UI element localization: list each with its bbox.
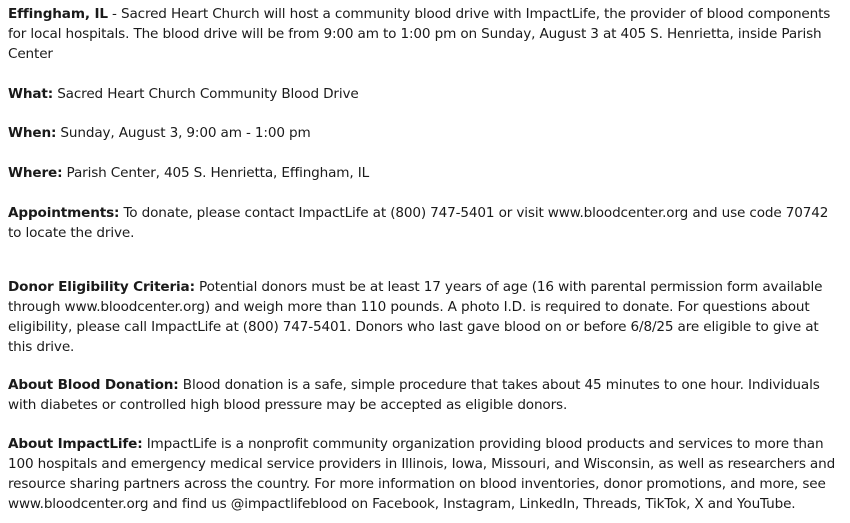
appointments-paragraph	[8, 203, 844, 243]
where-label: Where:	[8, 165, 63, 181]
where-text: Parish Center, 405 S. Henrietta, Effingham, IL	[62, 165, 370, 181]
about-impactlife-label: About ImpactLife:	[8, 436, 143, 452]
appointments-text: To donate, please contact ImpactLife at (800) 747-5401 or visit www.bloodcenter.org and use code 70742 to locate the drive.	[8, 205, 829, 241]
intro-text: - Sacred Heart Church will host a community blood drive with ImpactLife, the provider of blood components for local hospitals. The blood drive will be from 9:00 am to 1:00 pm on Sunday, August 3 at 405 S. Henrietta, inside Parish Center	[8, 6, 831, 62]
about-blood-donation-paragraph	[8, 375, 844, 415]
when-text: Sunday, August 3, 9:00 am - 1:00 pm	[56, 125, 311, 141]
eligibility-text: Potential donors must be at least 17 years of age (16 with parental permission form available through www.bloodcenter.org) and weigh more than 110 pounds. A photo I.D. is required to donate. For questions about eligibility, please call ImpactLife at (800) 747-5401. Donors who last gave blood on or before 6/8/25 are eligible to give at this drive.	[8, 279, 823, 355]
appointments-label: Appointments:	[8, 205, 120, 221]
about-blood-donation-text: Blood donation is a safe, simple procedure that takes about 45 minutes to one hour. Individuals with diabetes or controlled high blood pressure may be accepted as eligible donors.	[8, 377, 820, 413]
about-impactlife-text: ImpactLife is a nonprofit community organization providing blood products and services to more than 100 hospitals and emergency medical service providers in Illinois, Iowa, Missouri, and Wisconsin, as well as researchers and resource sharing partners across the country. For more information on blood inventories, donor promotions, and more, see www.bloodcenter.org and find us @impactlifeblood on Facebook, Instagram, LinkedIn, Threads, TikTok, X and YouTube.	[8, 436, 836, 512]
about-impactlife-paragraph	[8, 434, 844, 514]
where-paragraph	[8, 163, 369, 183]
when-label: When:	[8, 125, 57, 141]
intro-paragraph	[8, 4, 844, 64]
eligibility-paragraph	[8, 277, 844, 357]
what-paragraph	[8, 84, 359, 104]
when-paragraph	[8, 123, 311, 143]
eligibility-label: Donor Eligibility Criteria:	[8, 279, 195, 295]
dateline-label: Effingham, IL	[8, 6, 108, 22]
what-label: What:	[8, 86, 54, 102]
about-blood-donation-label: About Blood Donation:	[8, 377, 179, 393]
what-text: Sacred Heart Church Community Blood Drive	[53, 86, 359, 102]
